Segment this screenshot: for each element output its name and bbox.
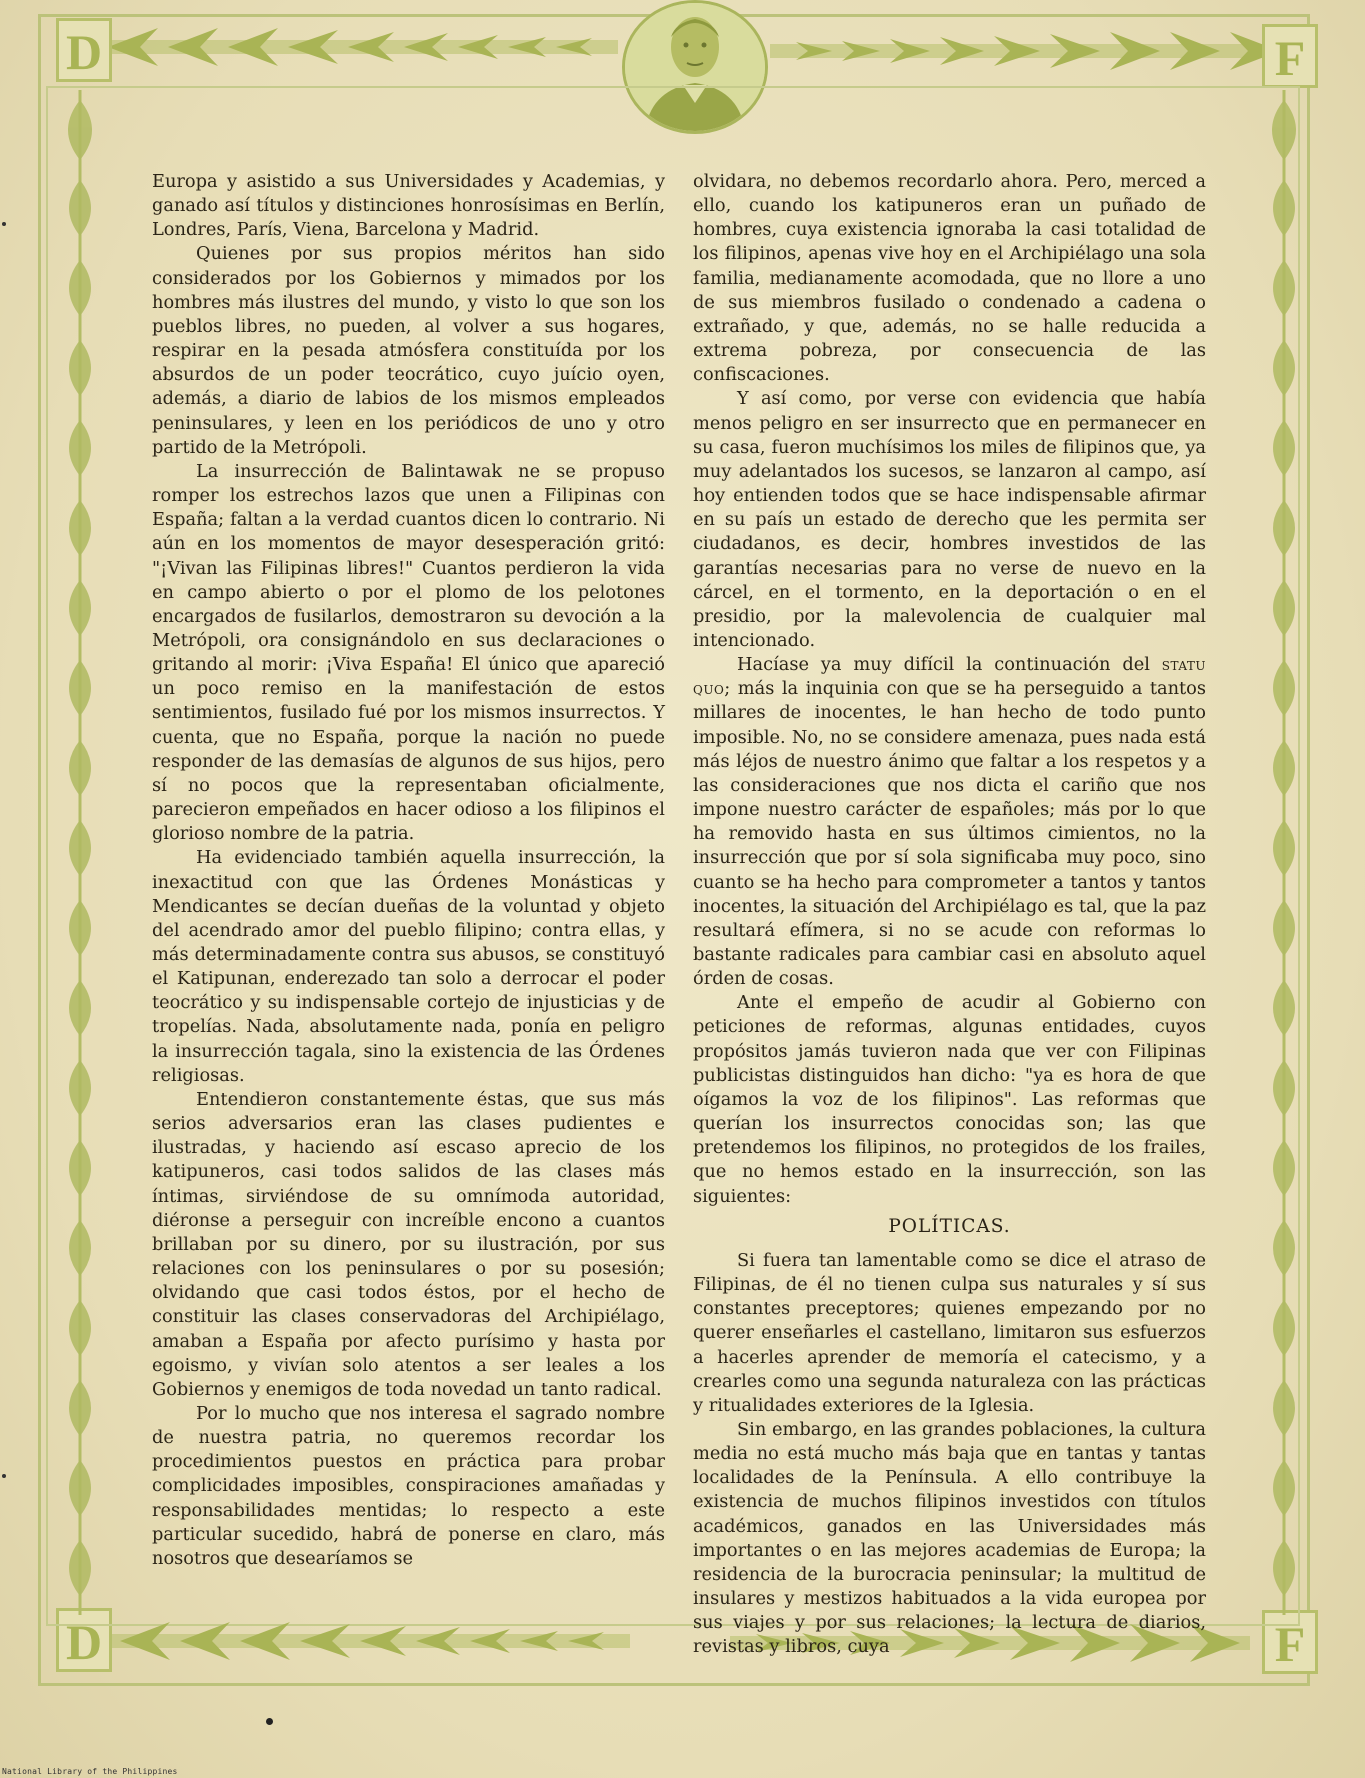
paragraph: Y así como, por verse con evidencia que había menos peligro en ser insurrecto que en permanecer en su casa, fueron muchísimos los miles de filipinos que, ya muy adelantados los sucesos, se lanzaron al campo, así hoy entienden todos que se hace indispensable afirmar en su país un estado de derecho que les permita ser ciudadanos, es decir, hombres investidos de las garantías necesarias para no verse de nuevo en la cárcel, en el tormento, en la deportación o en el presidio, por la malevolencia de cualquier mal intencionado. (693, 388, 1206, 651)
paragraph: Ha evidenciado también aquella insurrección, la inexactitud con que las Órdenes Monásticas y Mendicantes se decían dueñas de la voluntad y objeto del acendrado amor del pueblo filipino; contra ellas, y más determinadamente contra sus abusos, se constituyó el Katipunan, enderezado tan solo a derrocar el poder teocrático y su indispensable cortejo de injusticias y de tropelías. Nada, absolutamente nada, ponía en peligro la insurrección tagala, sino la existencia de las Órdenes religiosas. (152, 847, 665, 1086)
laurel-leaf-icon (770, 22, 1290, 80)
statu-quo-phrase: statu quo (693, 654, 1206, 700)
paragraph-statu-quo (693, 653, 1206, 991)
laurel-leaf-icon (98, 18, 618, 76)
right-vine-ornament (1256, 90, 1312, 1615)
corner-letter-bottom-right: F (1262, 1610, 1318, 1674)
left-vine-ornament (52, 90, 108, 1615)
ink-speck (2, 222, 6, 226)
right-column (693, 170, 1206, 1660)
bottom-left-laurel-band (110, 1612, 630, 1670)
ink-speck (266, 1718, 273, 1725)
paragraph: olvidara, no debemos recordarlo ahora. Pero, merced a ello, cuando los katipuneros eran un puñado de hombres, cuya existencia ignoraba la casi totalidad de los filipinos, apenas vive hoy en el Archipiélago una sola familia, medianamente acomodada, que no llore a uno de sus miembros fusilado o condenado a cadena o extrañado, y que, además, no se halle reducida a extrema pobreza, por consecuencia de las confiscaciones. (693, 171, 1206, 386)
paragraph: Europa y asistido a sus Universidades y Academias, y ganado así títulos y distinciones honrosísimas en Berlín, Londres, París, Viena, Barcelona y Madrid. (152, 171, 665, 241)
paragraph: La insurrección de Balintawak ne se propuso romper los estrechos lazos que unen a Filipinas con España; faltan a la verdad cuantos dicen lo contrario. Ni aún en los momentos de mayor desesperación gritó: "¡Vivan las Filipinas libres!" Cuantos perdieron la vida en campo abierto o por el plomo de los pelotones encargados de fusilarlos, demostraron su devoción a la Metrópoli, ora consignándolo en sus declaraciones o gritando al morir: ¡Viva España! El único que apareció un poco remiso en la manifestación de estos sentimientos, fusilado fué por los mismos insurrectos. Y cuenta, que no España, porque la nación no puede responder de las demasías de algunos de sus hijos, pero sí no pocos que la representaban oficialmente, parecieron empeñados en hacer odioso a los filipinos el glorioso nombre de la patria. (152, 460, 665, 845)
corner-letter-top-right: F (1262, 24, 1318, 88)
vine-leaf-icon (1256, 90, 1312, 1615)
left-column (152, 170, 665, 1571)
paragraph: Sin embargo, en las grandes poblaciones, la cultura media no está mucho más baja que en tantas y tantas localidades de la Península. A ello contribuye la existencia de muchos filipinos investidos con títulos académicos, ganados en las Universidades más importantes o en las mejores academias de Europa; la residencia de la burocracia peninsular; la multitud de insulares y mestizos habituados a la vida europea por sus viajes y por sus relaciones; la lectura de diarios, revistas y libros, cuya (693, 1418, 1206, 1658)
paragraph: Por lo mucho que nos interesa el sagrado nombre de nuestra patria, no queremos recordar los procedimientos puestos en práctica para probar complicidades imposibles, conspiraciones amañadas y responsabilidades mentidas; lo respecto a este particular sucedido, habrá de ponerse en claro, más nosotros que desearíamos se (152, 1402, 665, 1569)
paragraph: Entendieron constantemente éstas, que sus más serios adversarios eran las clases pudientes e ilustradas, y haciendo así escaso aprecio de los katipuneros, casi todos salidos de las clases más íntimas, sirviéndose de su omnímoda autoridad, diéronse a perseguir con increíble encono a cuantos brillaban por su dinero, por su ilustración, por sus relaciones con los peninsulares o por su posesión; olvidando que casi todos éstos, por el hecho de constituir las clases conservadoras del Archipiélago, amaban a España por afecto purísimo y hasta por egoismo, y vivían solo atentos a ser leales a los Gobiernos y enemigos de toda novedad un tanto radical. (152, 1088, 665, 1400)
corner-letter-bottom-left: D (56, 1608, 112, 1672)
paragraph: Ante el empeño de acudir al Gobierno con peticiones de reformas, algunas entidades, cuyos propósitos jamás tuvieron nada que ver con Filipinas publicistas distinguidos han dicho: "ya es hora de que oígamos la voz de los filipinos". Las reformas que querían los insurrectos conocidas son; las que pretendemos los filipinos, no protegidos de los frailes, que no hemos estado en la insurrección, son las siguientes: (693, 992, 1206, 1207)
corner-letter-top-left: D (56, 18, 112, 82)
paragraph: Si fuera tan lamentable como se dice el atraso de Filipinas, de él no tienen culpa sus naturales y sí sus constantes preceptores; quienes empezando por no querer enseñarles el castellano, limitaron sus esfuerzos a hacerles aprender de memoría el catecismo, y a crearles como una segunda naturaleza con las prácticas y ritualidades exteriores de la Iglesia. (693, 1249, 1206, 1416)
laurel-leaf-icon (110, 1612, 630, 1670)
paragraph: Quienes por sus propios méritos han sido considerados por los Gobiernos y mimados por los hombres más ilustres del mundo, y visto lo que son los pueblos libres, no pueden, al volver a sus hogares, respirar en la pesada atmósfera constituída por los absurdos de un poder teocrático, cuyo juício oyen, además, a diario de labios de los mismos empleados peninsulares, y leen en los periódicos de uno y otro partido de la Metrópoli. (152, 243, 665, 458)
paragraph-rest: ; más la inquinia con que se ha perseguido a tantos millares de inocentes, le han hecho de todo punto imposible. No, no se considere amenaza, pues nada está más léjos de nuestro ánimo que faltar a los respetos y a las consideraciones que nos dicta el cariño que nos impone nuestro carácter de españoles; más por lo que ha removido hasta en sus últimos cimientos, no la insurrección que por sí sola significaba muy poco, sino cuanto se ha hecho para comprometer a tantos y tantos inocentes, la situación del Archipiélago es tal, que la paz resultará efímera, si no se acude con reformas lo bastante radicales para cambiar casi en absoluto aquel órden de cosas. (693, 678, 1206, 990)
vine-leaf-icon (52, 90, 108, 1615)
section-heading: POLÍTICAS. (888, 1215, 1011, 1237)
top-left-laurel-band (98, 18, 618, 76)
library-credit: National Library of the Philippines (2, 1767, 178, 1776)
ink-speck (2, 1474, 6, 1478)
top-right-laurel-band (770, 22, 1290, 80)
paragraph-lead: Hacíase ya muy difícil la continuación del (737, 654, 1150, 676)
